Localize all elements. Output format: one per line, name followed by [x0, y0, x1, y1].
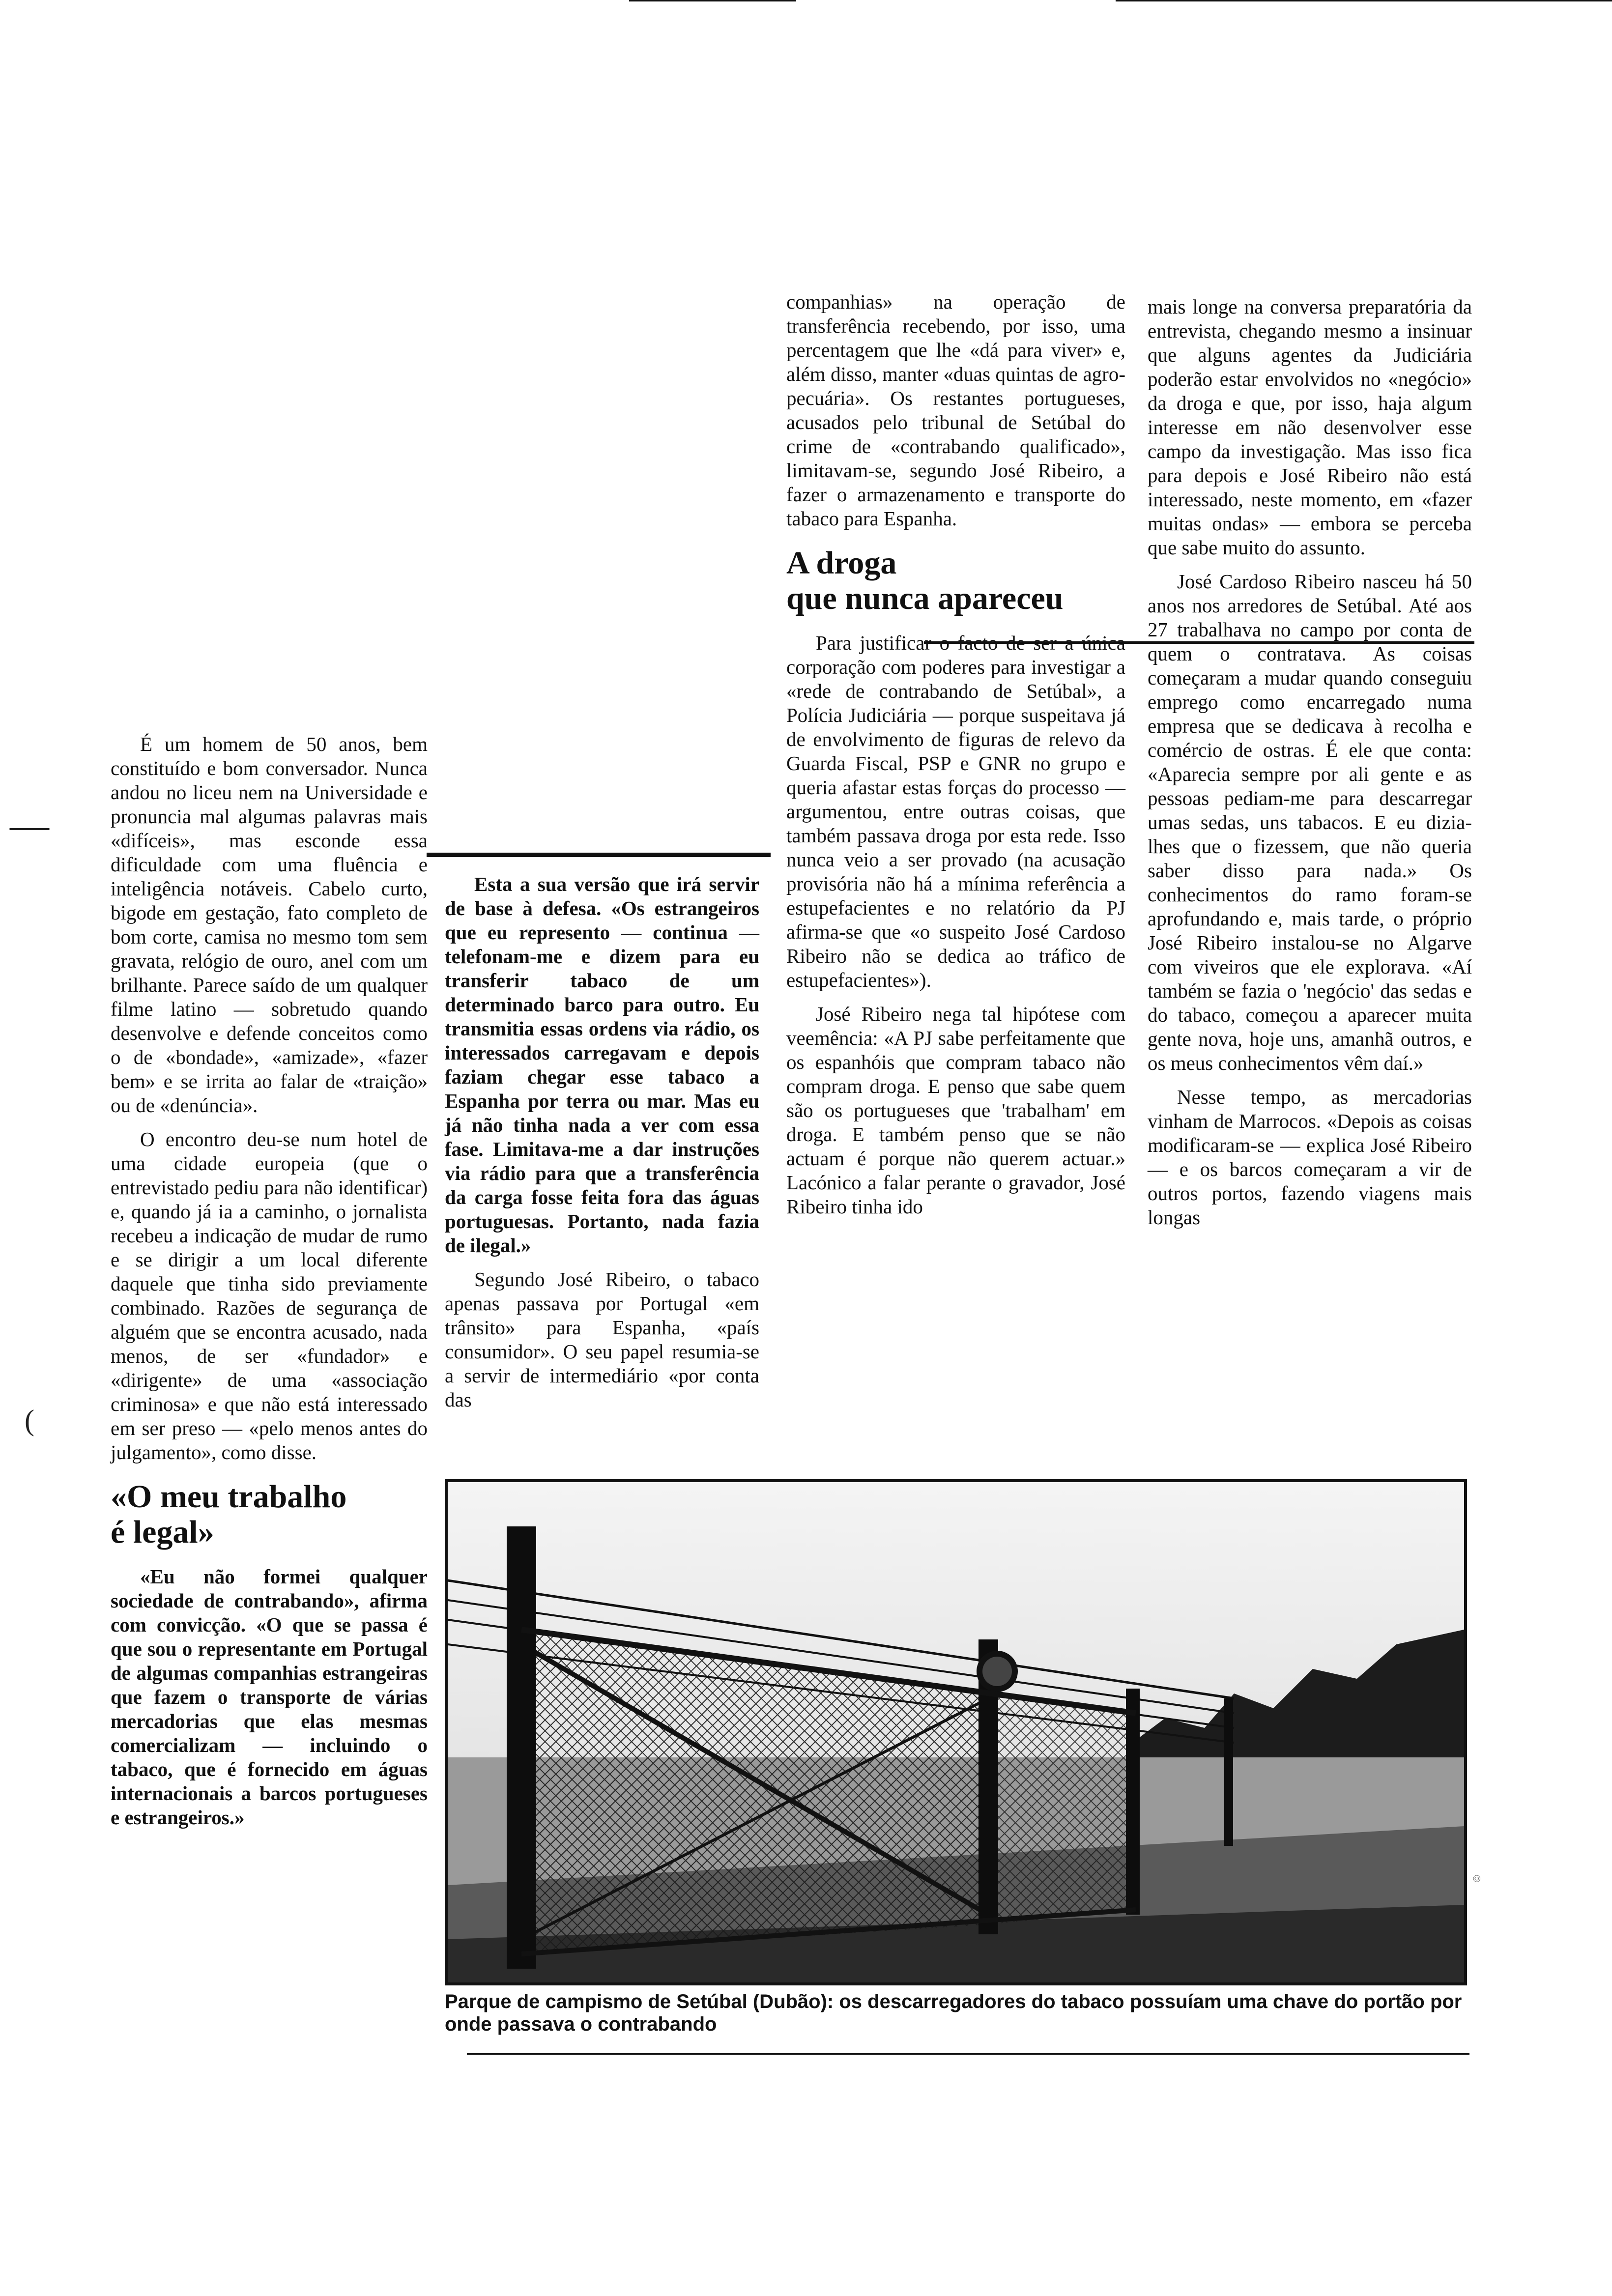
column-3-paragraph-2: Para justificar o facto de ser a única corporação com poderes para investigar a «rede de contrabando de Setúbal», a Polícia Judiciária — porque suspeitava já de envolvimento de figuras de relevo da Guarda Fiscal, PSP e GNR no grupo e queria afastar estas forças do processo — argumentou, entre outras coisas, que também passava droga por esta rede. Isso nunca veio a ser provado (na acusação provisória não há a mínima referência a estupefacientes e no relatório da PJ afirma-se que «o suspeito José Cardoso Ribeiro não se dedica ao tráfico de estupefacientes»).	[786, 631, 1125, 991]
column-separator-rule	[427, 853, 771, 857]
article-column-2	[445, 872, 759, 1412]
photo-credit: ©	[1472, 1875, 1483, 1882]
column-1-paragraph-1: É um homem de 50 anos, bem constituído e bom conversador. Nunca andou no liceu nem na Universidade e pronuncia mal algumas palavras mais «difíceis», mas esconde essa dificuldade com uma fluência e inteligência notáveis. Cabelo curto, bigode em gestação, fato completo de bom corte, camisa no mesmo tom sem gravata, relógio de ouro, anel com um brilhante. Parece saído de um qualquer filme latino — sobretudo quando desenvolve e defende conceitos como o de «bondade», «amizade», «fazer bem» e se irrita ao falar de «traição» ou de «denúncia».	[111, 733, 428, 1117]
margin-mark: (	[25, 1404, 34, 1436]
subheading-line-2: é legal»	[111, 1514, 214, 1550]
column-3-paragraph-3: José Ribeiro nega tal hipótese com veemência: «A PJ sabe perfeitamente que os espanhóis que compram tabaco não compram droga. E penso que sabe quem são os portugueses que 'trabalham' em droga. E também penso que se não actuam é porque não querem actuar.» Lacónico a falar perante o gravador, José Ribeiro tinha ido	[786, 1003, 1125, 1218]
subheading-my-work-is-legal	[111, 1479, 428, 1550]
column-3-paragraph-1: companhias» na operação de transferência recebendo, por isso, uma percentagem que lhe «dá para viver» e, além disso, manter «duas quintas de agro-pecuária». Os restantes portugueses, acusados pelo tribunal de Setúbal do crime de «contrabando qualificado», limitavam-se, segundo José Ribeiro, a fazer o armazenamento e transporte do tabaco para Espanha.	[786, 290, 1125, 530]
column-1-paragraph-3: «Eu não formei qualquer sociedade de contrabando», afirma com convicção. «O que se passa é que sou o representante em Portugal de algumas companhias estrangeiras que fazem o transporte de várias mercadorias que elas mesmas comercializam — incluindo o tabaco, que é fornecido em águas internacionais a barcos portugueses e estrangeiros.»	[111, 1565, 428, 1829]
subheading-line-2: que nunca apareceu	[786, 580, 1064, 616]
column-1-paragraph-2: O encontro deu-se num hotel de uma cidade europeia (que o entrevistado pediu para não identificar) e, quando já ia a caminho, o jornalista recebeu a indicação de mudar de rumo e se dirigir a um local diferente daquele que tinha sido previamente combinado. Razões de segurança de alguém que se encontra acusado, nada menos, de ser «fundador» e «dirigente» de uma «associação criminosa» e que não está interessado em ser preso — «pelo menos antes do julgamento», como disse.	[111, 1128, 428, 1464]
subheading-the-drug-that-never-appeared	[786, 545, 1125, 616]
margin-mark: —	[10, 804, 49, 847]
column-4-paragraph-3: Nesse tempo, as mercadorias vinham de Marrocos. «Depois as coisas modificaram-se — explica José Ribeiro — e os barcos começaram a vir de outros portos, fazendo viagens mais longas	[1148, 1086, 1472, 1229]
bottom-rule	[467, 2053, 1469, 2055]
article-column-4	[1148, 295, 1472, 1230]
top-edge-rule	[629, 0, 796, 1]
subheading-line-1: A droga	[786, 545, 897, 581]
photo-campsite-gate	[445, 1479, 1467, 1985]
subheading-line-1: «O meu trabalho	[111, 1479, 347, 1515]
column-4-paragraph-1: mais longe na conversa preparatória da entrevista, chegando mesmo a insinuar que alguns agentes da Judiciária poderão estar envolvidos no «negócio» da droga e que, por isso, haja algum interesse em não desenvolver esse campo da investigação. Mas isso fica para depois e José Ribeiro não está interessado, neste momento, em «fazer muitas ondas» — embora se perceba que sabe muito do assunto.	[1148, 295, 1472, 559]
article-column-1	[111, 732, 428, 1830]
photo-caption: Parque de campismo de Setúbal (Dubão): os descarregadores do tabaco possuíam uma chave do portão por onde passava o contrabando	[445, 1991, 1462, 2035]
article-column-3	[786, 290, 1125, 1219]
top-edge-rule-right	[1116, 0, 1612, 1]
fence-photo-illustration	[448, 1482, 1464, 1982]
column-2-paragraph-2: Segundo José Ribeiro, o tabaco apenas passava por Portugal «em trânsito» para Espanha, «país consumidor». O seu papel resumia-se a servir de intermediário «por conta das	[445, 1268, 759, 1411]
column-2-paragraph-1: Esta a sua versão que irá servir de base à defesa. «Os estrangeiros que eu represento — continua — telefonam-me e dizem para eu transferir tabaco de um determinado barco para outro. Eu transmitia essas ordens via rádio, os interessados carregavam e depois faziam chegar esse tabaco a Espanha por terra ou mar. Mas eu já não tinha nada a ver com essa fase. Limitava-me a dar instruções via rádio para que a transferência da carga fosse feita fora das águas portuguesas. Portanto, nada fazia de ilegal.»	[445, 873, 759, 1257]
column-4-paragraph-2: José Cardoso Ribeiro nasceu há 50 anos nos arredores de Setúbal. Até aos 27 trabalhava no campo por conta de quem o contratava. As coisas começaram a mudar quando conseguiu emprego como encarregado numa empresa que se dedicava à recolha e comércio de ostras. É ele que conta: «Aparecia sempre por ali gente e as pessoas pediam-me para descarregar umas sedas, uns tabacos. E eu dizia-lhes que o fizessem, que não queria saber disso para nada.» Os conhecimentos do ramo foram-se aprofundando e, mais tarde, o próprio José Ribeiro instalou-se no Algarve com viveiros que ele explorava. «Aí também se fazia o 'negócio' das sedas e do tabaco, começou a aparecer muita gente nova, hoje uns, amanhã outros, e os meus conhecimentos vêm daí.»	[1148, 570, 1472, 1074]
